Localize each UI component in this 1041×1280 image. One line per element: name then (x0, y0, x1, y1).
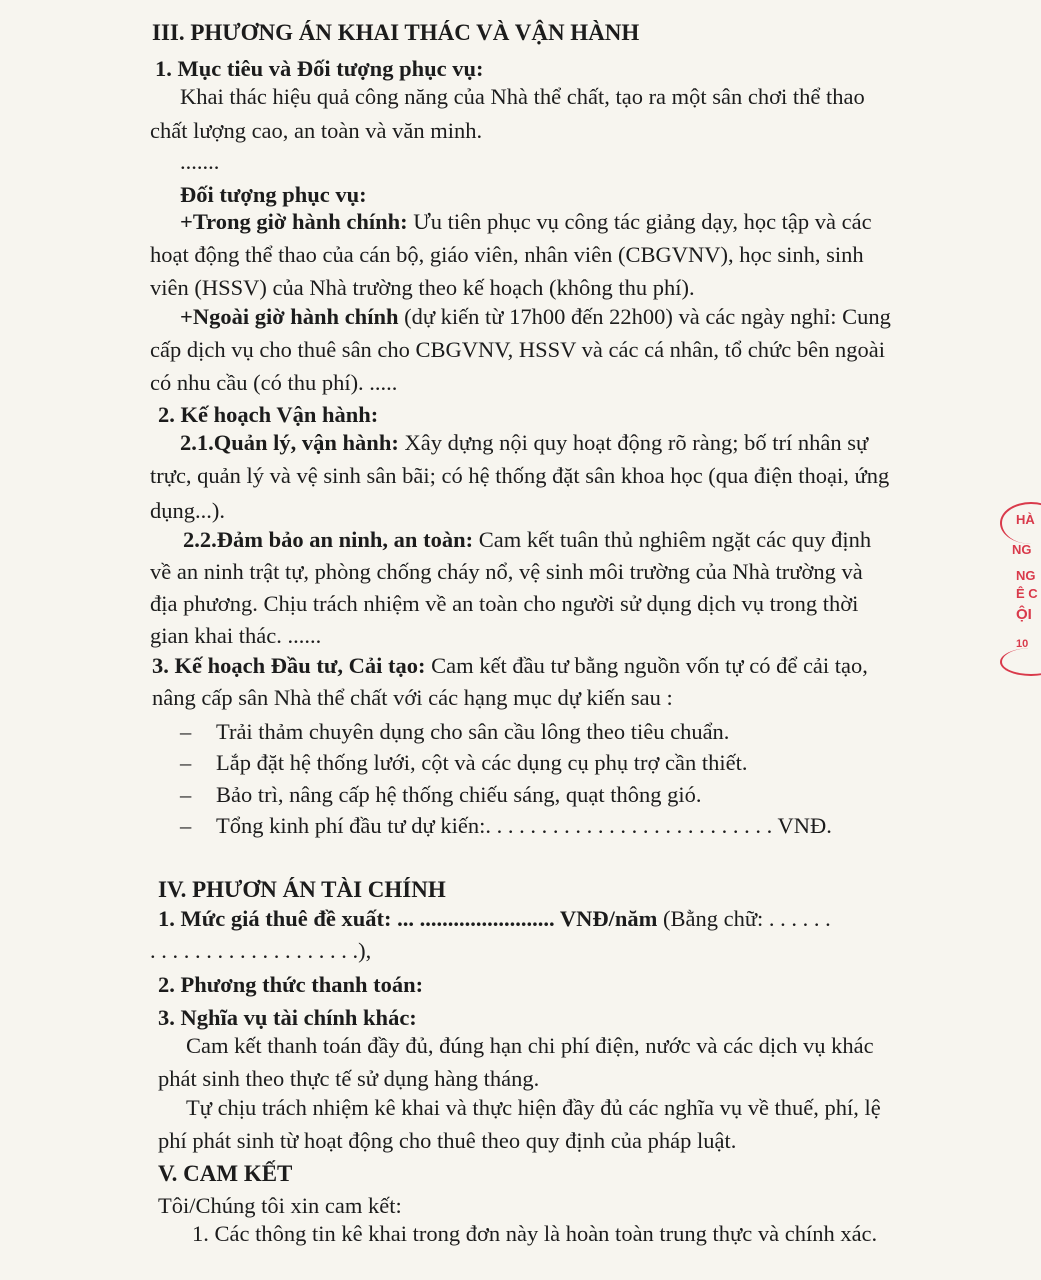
finance-p1-line-1: Cam kết thanh toán đầy đủ, đúng hạn chi phí điện, nước và các dịch vụ khác (186, 1033, 874, 1058)
list-item-text: Bảo trì, nâng cấp hệ thống chiếu sáng, quạt thông gió. (216, 782, 702, 807)
stamp-text: HÀ (1016, 512, 1035, 527)
ops-1-line-1 (180, 429, 868, 457)
objective-line-2: chất lượng cao, an toàn và văn minh. (150, 118, 483, 143)
ops-2-line-3: địa phương. Chịu trách nhiệm về an toàn cho người sử dụng dịch vụ trong thời (150, 591, 859, 616)
target-2-label: +Ngoài giờ hành chính (180, 304, 399, 329)
official-stamp (1010, 498, 1041, 688)
bullet-dash: – (180, 782, 192, 807)
rent-price-text: (Bằng chữ: . . . . . . (657, 906, 831, 931)
invest-label: 3. Kế hoạch Đầu tư, Cải tạo: (152, 653, 426, 678)
target-2-line-1 (180, 303, 891, 331)
commitment-intro: Tôi/Chúng tôi xin cam kết: (158, 1193, 402, 1218)
invest-line-1 (152, 652, 868, 680)
ops-1-line-3: dụng...). (150, 498, 225, 523)
target-1-line-1 (180, 208, 872, 236)
target-1-line-2: hoạt động thể thao của cán bộ, giáo viên, nhân viên (CBGVNV), học sinh, sinh (150, 242, 864, 267)
ops-2-text: Cam kết tuân thủ nghiêm ngặt các quy định (473, 527, 872, 552)
invest-line-2: nâng cấp sân Nhà thể chất với các hạng mục dự kiến sau : (152, 685, 673, 710)
target-1-text: Ưu tiên phục vụ công tác giảng dạy, học tập và các (407, 209, 872, 234)
stamp-text: ỘI (1016, 606, 1032, 623)
ops-2-line-4: gian khai thác. ...... (150, 623, 322, 648)
list-item-text: Trải thảm chuyên dụng cho sân cầu lông theo tiêu chuẩn. (216, 719, 730, 744)
objective-dots: ....... (180, 149, 220, 174)
section-3-1-heading: 1. Mục tiêu và Đối tượng phục vụ: (155, 56, 484, 81)
ops-1-text: Xây dựng nội quy hoạt động rõ ràng; bố trí nhân sự (398, 430, 869, 455)
ops-2-label: 2.2.Đảm bảo an ninh, an toàn: (183, 527, 474, 552)
target-2-line-2: cấp dịch vụ cho thuê sân cho CBGVNV, HSSV và các cá nhân, tổ chức bên ngoài (150, 337, 885, 362)
target-2-text: (dự kiến từ 17h00 đến 22h00) và các ngày nghỉ: Cung (398, 304, 891, 329)
stamp-text: Ê C (1016, 586, 1038, 601)
stamp-arc (1000, 648, 1041, 676)
finance-p2-line-1: Tự chịu trách nhiệm kê khai và thực hiện đầy đủ các nghĩa vụ về thuế, phí, lệ (186, 1095, 881, 1120)
list-item (180, 749, 747, 777)
rent-price-label: 1. Mức giá thuê đề xuất: ... ........................ VNĐ/năm (158, 906, 658, 931)
section-3-title: III. PHƯƠNG ÁN KHAI THÁC VÀ VẬN HÀNH (152, 20, 640, 45)
ops-2-line-2: về an ninh trật tự, phòng chống cháy nổ, vệ sinh môi trường của Nhà trường và (150, 559, 863, 584)
bullet-dash: – (180, 813, 192, 838)
section-4-2-heading: 2. Phương thức thanh toán: (158, 972, 424, 997)
section-4-3-heading: 3. Nghĩa vụ tài chính khác: (158, 1005, 417, 1030)
section-3-2-heading: 2. Kế hoạch Vận hành: (158, 402, 379, 427)
list-item-text: Lắp đặt hệ thống lưới, cột và các dụng cụ phụ trợ cần thiết. (216, 750, 748, 775)
ops-1-label: 2.1.Quản lý, vận hành: (180, 430, 399, 455)
section-5-title: V. CAM KẾT (158, 1161, 293, 1186)
invest-text: Cam kết đầu tư bằng nguồn vốn tự có để cải tạo, (425, 653, 868, 678)
target-2-line-3: có nhu cầu (có thu phí). ..... (150, 370, 398, 395)
target-heading: Đối tượng phục vụ: (180, 182, 367, 207)
commitment-item-1: 1. Các thông tin kê khai trong đơn này là hoàn toàn trung thực và chính xác. (192, 1221, 878, 1246)
list-item (180, 812, 832, 840)
bullet-dash: – (180, 719, 192, 744)
finance-p1-line-2: phát sinh theo thực tế sử dụng hàng tháng. (158, 1066, 540, 1091)
target-1-label: +Trong giờ hành chính: (180, 209, 408, 234)
rent-price-line-1 (158, 905, 831, 933)
stamp-text: NG (1016, 568, 1036, 583)
list-item (180, 718, 729, 746)
ops-1-line-2: trực, quản lý và vệ sinh sân bãi; có hệ thống đặt sân khoa học (qua điện thoại, ứng (150, 463, 890, 488)
list-item-text: Tổng kinh phí đầu tư dự kiến:. . . . . . . . . . . . . . . . . . . . . . . . . . VNĐ. (216, 813, 832, 838)
ops-2-line-1 (183, 526, 871, 554)
finance-p2-line-2: phí phát sinh từ hoạt động cho thuê theo quy định của pháp luật. (158, 1128, 737, 1153)
objective-line-1: Khai thác hiệu quả công năng của Nhà thể chất, tạo ra một sân chơi thể thao (180, 84, 865, 109)
list-item (180, 781, 702, 809)
target-1-line-3: viên (HSSV) của Nhà trường theo kế hoạch (không thu phí). (150, 275, 695, 300)
rent-price-line-2: . . . . . . . . . . . . . . . . . . .), (150, 938, 372, 963)
stamp-text: NG (1012, 542, 1032, 557)
stamp-text: 10 (1016, 638, 1029, 650)
bullet-dash: – (180, 750, 192, 775)
section-4-title: IV. PHƯƠN ÁN TÀI CHÍNH (158, 877, 446, 902)
